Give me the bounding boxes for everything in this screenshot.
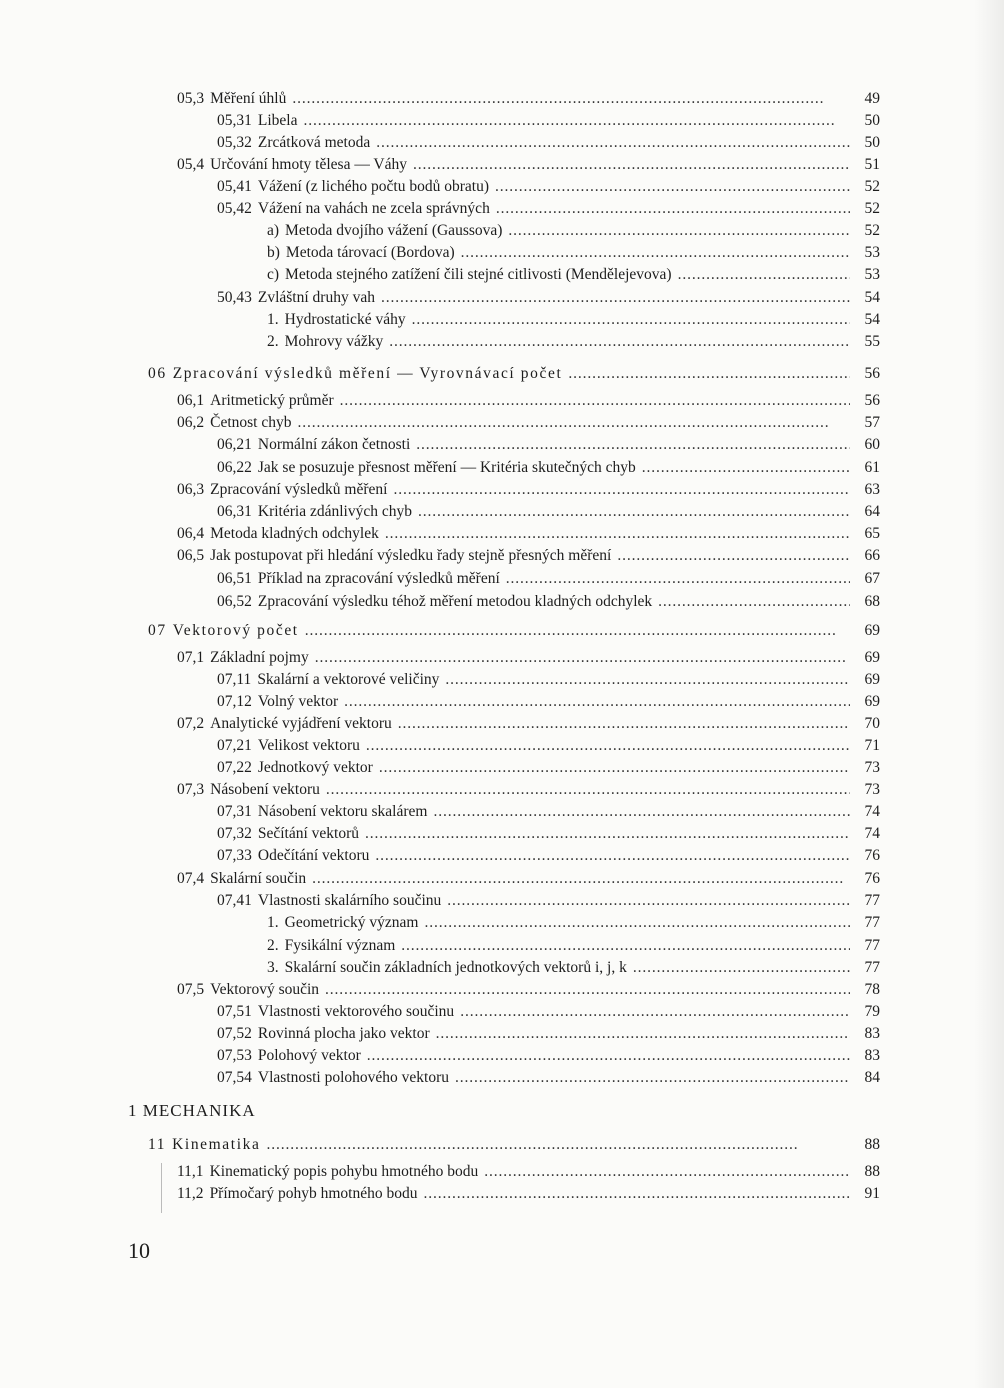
toc-entry-title: Zpracování výsledku téhož měření metodou kladných odchylek [257, 593, 653, 610]
dot-leader [344, 692, 850, 712]
toc-entry-page: 91 [864, 1185, 880, 1202]
toc-entry [217, 1002, 880, 1022]
toc-entry [217, 758, 880, 778]
toc-entry-title: Zpracování výsledků měření — Vyrovnávací počet [172, 365, 563, 382]
toc-entry-number: 06,1 [177, 392, 205, 409]
dot-leader [424, 1184, 851, 1204]
toc-entry-title: Jak postupovat při hledání výsledku řady stejně přesných měření [210, 547, 612, 564]
toc-entry-number: 07,41 [217, 892, 252, 909]
toc-entry-number: 07,31 [217, 803, 252, 820]
toc-entry-number: 05,4 [177, 156, 205, 173]
dot-leader [398, 714, 850, 734]
dot-leader [315, 648, 850, 668]
toc-entry-page: 68 [864, 593, 880, 610]
toc-entry-number: 05,31 [217, 112, 252, 129]
part-title: MECHANIKA [142, 1101, 256, 1120]
toc-entry-page: 77 [864, 914, 880, 931]
toc-entry [217, 177, 880, 197]
dot-leader [460, 1002, 850, 1022]
toc-entry-page: 69 [864, 649, 880, 666]
toc-entry-page: 53 [864, 244, 880, 261]
toc-entry-number: 06,21 [217, 436, 252, 453]
dot-leader [298, 413, 851, 433]
dot-leader [568, 364, 850, 384]
toc-entry-number: 05,32 [217, 134, 252, 151]
toc-entry [177, 1162, 880, 1182]
toc-entry-title: Geometrický význam [284, 914, 419, 931]
toc-entry-page: 77 [864, 959, 880, 976]
toc-entry-page: 57 [864, 414, 880, 431]
toc-entry [177, 413, 880, 433]
toc-entry-title: Vlastnosti polohového vektoru [257, 1069, 450, 1086]
toc-entry-number: 07,2 [177, 715, 205, 732]
toc-entry-number: 06,31 [217, 503, 252, 520]
toc-entry [217, 133, 880, 153]
toc-entry [177, 780, 880, 800]
dot-leader [484, 1162, 850, 1182]
dot-leader [658, 592, 850, 612]
toc-entry-title: Kritéria zdánlivých chyb [257, 503, 412, 520]
toc-entry-page: 65 [864, 525, 880, 542]
toc-entry [217, 1024, 880, 1044]
toc-entry-title: Určování hmoty tělesa — Váhy [210, 156, 407, 173]
toc-entry-title: Normální zákon četnosti [257, 436, 411, 453]
toc-entry-page: 69 [864, 693, 880, 710]
toc-entry-page: 73 [864, 759, 880, 776]
toc-entry [177, 1184, 880, 1204]
toc-entry-title: Libela [257, 112, 298, 129]
toc-entry-number: 07,32 [217, 825, 252, 842]
dot-leader [642, 458, 850, 478]
toc-entry-number: 2. [267, 333, 279, 350]
toc-entry-title: Vážení (z lichého počtu bodů obratu) [257, 178, 489, 195]
toc-entry [217, 824, 880, 844]
toc-entry-page: 88 [864, 1163, 880, 1180]
toc-entry [217, 458, 880, 478]
toc-entry-page: 50 [864, 134, 880, 151]
toc-entry [267, 913, 880, 933]
toc-entry-number: 07,12 [217, 693, 252, 710]
toc-entry-page: 74 [864, 825, 880, 842]
toc-entry-page: 52 [864, 200, 880, 217]
toc-entry-title: Jak se posuzuje přesnost měření — Kritéria skutečných chyb [257, 459, 636, 476]
toc-entry [177, 714, 880, 734]
toc-entry-page: 71 [864, 737, 880, 754]
toc-entry-number: 06,22 [217, 459, 252, 476]
dot-leader [455, 1068, 850, 1088]
dot-leader [266, 1135, 850, 1155]
toc-entry-title: Četnost chyb [210, 414, 292, 431]
toc-entry [217, 592, 880, 612]
dot-leader [495, 177, 850, 197]
toc-entry-page: 54 [864, 311, 880, 328]
dot-leader [508, 221, 850, 241]
toc-entry-title: Velikost vektoru [257, 737, 360, 754]
toc-entry-page: 79 [864, 1003, 880, 1020]
dot-leader [413, 155, 850, 175]
dot-leader [447, 891, 850, 911]
toc-entry [217, 502, 880, 522]
toc-entry-number: 06 [148, 365, 167, 382]
toc-entry-title: Kinematický popis pohybu hmotného bodu [209, 1163, 479, 1180]
toc-entry [217, 802, 880, 822]
toc-entry-number: 07,33 [217, 847, 252, 864]
toc-entry-page: 73 [864, 781, 880, 798]
toc-entry-title: Aritmetický průměr [210, 392, 334, 409]
dot-leader [433, 802, 850, 822]
toc-entry-title: Zrcátková metoda [257, 134, 371, 151]
toc-entry [217, 692, 880, 712]
toc-entry [217, 1046, 880, 1066]
toc-entry-page: 83 [864, 1047, 880, 1064]
toc-entry-number: 05,42 [217, 200, 252, 217]
toc-entry-page: 63 [864, 481, 880, 498]
toc-entry-title: Vektorový počet [172, 622, 299, 639]
toc-entry-title: Analytické vyjádření vektoru [210, 715, 392, 732]
toc-entry [217, 736, 880, 756]
toc-entry [217, 846, 880, 866]
dot-leader [303, 111, 850, 131]
dot-leader [424, 913, 850, 933]
toc-entry [217, 435, 880, 455]
toc-entry-page: 69 [864, 622, 880, 639]
toc-entry-title: Metoda kladných odchylek [210, 525, 379, 542]
toc-entry-page: 54 [864, 289, 880, 306]
toc-entry-number: 07,54 [217, 1069, 252, 1086]
toc-entry [177, 155, 880, 175]
toc-entry-page: 88 [864, 1136, 880, 1153]
toc-entry-number: 3. [267, 959, 279, 976]
toc-entry-number: 50,43 [217, 289, 252, 306]
toc-entry [177, 480, 880, 500]
dot-leader [412, 310, 850, 330]
dot-leader [305, 621, 850, 641]
dot-leader [633, 958, 850, 978]
toc-entry-number: 06,2 [177, 414, 205, 431]
toc-entry-number: c) [267, 266, 280, 283]
dot-leader [436, 1024, 850, 1044]
toc-entry-page: 56 [864, 392, 880, 409]
dot-leader [376, 133, 850, 153]
toc-entry-number: 07,11 [217, 671, 252, 688]
toc-entry-page: 51 [864, 156, 880, 173]
toc-entry-title: Vlastnosti skalárního součinu [257, 892, 442, 909]
toc-entry-title: Měření úhlů [210, 90, 287, 107]
toc-entry [177, 89, 880, 109]
margin-pencil-mark [161, 1163, 162, 1213]
toc-entry-page: 49 [864, 90, 880, 107]
dot-leader [401, 936, 850, 956]
dot-leader [445, 670, 850, 690]
toc-entry [217, 288, 880, 308]
toc-entry-title: Volný vektor [257, 693, 339, 710]
toc-entry-page: 53 [864, 266, 880, 283]
toc-entry-title: Skalární součin [210, 870, 307, 887]
toc-entry-page: 84 [864, 1069, 880, 1086]
toc-entry [217, 891, 880, 911]
toc-entry [267, 221, 880, 241]
toc-entry [267, 310, 880, 330]
toc-entry [267, 958, 880, 978]
dot-leader [393, 480, 850, 500]
dot-leader [292, 89, 850, 109]
toc-entry-number: 07,5 [177, 981, 205, 998]
toc-entry-page: 76 [864, 847, 880, 864]
dot-leader [365, 824, 850, 844]
toc-entry-title: Mohrovy vážky [284, 333, 384, 350]
toc-entry [217, 1068, 880, 1088]
toc-entry [177, 524, 880, 544]
dot-leader [506, 569, 850, 589]
toc-chapter-entry [148, 364, 880, 384]
toc-entry-number: 05,3 [177, 90, 205, 107]
toc-entry-number: 07,4 [177, 870, 205, 887]
toc-entry-page: 52 [864, 222, 880, 239]
toc-entry-page: 83 [864, 1025, 880, 1042]
toc-entry-title: Přímočarý pohyb hmotného bodu [209, 1185, 418, 1202]
toc-entry-number: a) [267, 222, 280, 239]
toc-entry-title: Odečítání vektoru [257, 847, 370, 864]
dot-leader [418, 502, 850, 522]
toc-entry-number: 06,3 [177, 481, 205, 498]
toc-entry-page: 77 [864, 937, 880, 954]
toc-entry-number: 06,52 [217, 593, 252, 610]
toc-entry-number: 11,2 [177, 1185, 204, 1202]
toc-entry-page: 76 [864, 870, 880, 887]
toc-entry-title: Základní pojmy [210, 649, 309, 666]
toc-entry-number: b) [267, 244, 280, 261]
dot-leader [312, 869, 850, 889]
part-number: 1 [128, 1101, 138, 1120]
dot-leader [678, 265, 850, 285]
toc-entry-number: 07,52 [217, 1025, 252, 1042]
toc-entry-number: 05,41 [217, 178, 252, 195]
toc-entry-title: Skalární a vektorové veličiny [257, 671, 440, 688]
toc-entry-number: 07,3 [177, 781, 205, 798]
toc-entry-title: Metoda dvojího vážení (Gaussova) [285, 222, 503, 239]
dot-leader [416, 435, 850, 455]
toc-entry-number: 11,1 [177, 1163, 204, 1180]
dot-leader [340, 391, 850, 411]
toc-entry-title: Sečítání vektorů [257, 825, 360, 842]
toc-entry [217, 199, 880, 219]
toc-entry-page: 66 [864, 547, 880, 564]
toc-entry [267, 936, 880, 956]
toc-entry-page: 78 [864, 981, 880, 998]
toc-entry-title: Polohový vektor [257, 1047, 361, 1064]
toc-entry-page: 56 [864, 365, 880, 382]
toc-entry-page: 70 [864, 715, 880, 732]
part-heading [128, 1101, 256, 1121]
toc-entry-title: Vážení na vahách ne zcela správných [257, 200, 490, 217]
toc-entry-page: 61 [864, 459, 880, 476]
dot-leader [325, 980, 850, 1000]
toc-entry [217, 111, 880, 131]
toc-entry-page: 50 [864, 112, 880, 129]
toc-entry-title: Rovinná plocha jako vektor [257, 1025, 430, 1042]
toc-entry-title: Zpracování výsledků měření [210, 481, 388, 498]
toc-entry-title: Vektorový součin [210, 981, 320, 998]
toc-chapter-entry [148, 621, 880, 641]
toc-entry-number: 2. [267, 937, 279, 954]
dot-leader [381, 288, 850, 308]
dot-leader [385, 524, 850, 544]
dot-leader [375, 846, 850, 866]
toc-entry-number: 07,22 [217, 759, 252, 776]
toc-entry-number: 07,53 [217, 1047, 252, 1064]
toc-entry-number: 07 [148, 622, 167, 639]
page-number: 10 [128, 1238, 150, 1263]
toc-entry [177, 648, 880, 668]
toc-entry-title: Jednotkový vektor [257, 759, 373, 776]
dot-leader [366, 736, 850, 756]
toc-entry-title: Metoda stejného zatížení čili stejné citlivosti (Mendělejevova) [285, 266, 672, 283]
toc-entry [217, 569, 880, 589]
toc-entry-number: 1. [267, 914, 279, 931]
toc-entry-number: 06,51 [217, 570, 252, 587]
toc-entry-number: 06,5 [177, 547, 205, 564]
dot-leader [367, 1046, 850, 1066]
dot-leader [461, 243, 850, 263]
toc-entry-title: Hydrostatické váhy [284, 311, 406, 328]
toc-entry-title: Metoda tárovací (Bordova) [285, 244, 455, 261]
dot-leader [389, 332, 850, 352]
toc-entry [177, 869, 880, 889]
toc-entry-number: 07,1 [177, 649, 205, 666]
toc-entry [177, 391, 880, 411]
toc-entry-title: Fysikální význam [284, 937, 396, 954]
toc-entry-title: Skalární součin základních jednotkových vektorů i, j, k [284, 959, 627, 976]
dot-leader [496, 199, 850, 219]
toc-entry-page: 60 [864, 436, 880, 453]
toc-entry-page: 74 [864, 803, 880, 820]
page-edge-shadow [974, 0, 1004, 1388]
toc-entry-number: 07,51 [217, 1003, 252, 1020]
toc-entry-title: Násobení vektoru skalárem [257, 803, 428, 820]
toc-entry-page: 64 [864, 503, 880, 520]
toc-entry-number: 07,21 [217, 737, 252, 754]
toc-entry [267, 243, 880, 263]
dot-leader [379, 758, 850, 778]
toc-entry [177, 546, 880, 566]
toc-entry-page: 55 [864, 333, 880, 350]
toc-entry-number: 11 [148, 1136, 167, 1153]
toc-entry-number: 1. [267, 311, 279, 328]
toc-chapter-entry [148, 1135, 880, 1155]
toc-entry-title: Násobení vektoru [210, 781, 320, 798]
toc-entry-title: Vlastnosti vektorového součinu [257, 1003, 455, 1020]
dot-leader [326, 780, 850, 800]
toc-entry [267, 265, 880, 285]
toc-entry [267, 332, 880, 352]
toc-entry-title: Kinematika [172, 1136, 261, 1153]
toc-entry-title: Zvláštní druhy vah [257, 289, 375, 306]
toc-entry [217, 670, 880, 690]
toc-entry-title: Příklad na zpracování výsledků měření [257, 570, 500, 587]
toc-entry [177, 980, 880, 1000]
dot-leader [617, 546, 850, 566]
toc-entry-page: 77 [864, 892, 880, 909]
toc-entry-page: 52 [864, 178, 880, 195]
toc-entry-number: 06,4 [177, 525, 205, 542]
toc-entry-page: 69 [864, 671, 880, 688]
toc-entry-page: 67 [864, 570, 880, 587]
